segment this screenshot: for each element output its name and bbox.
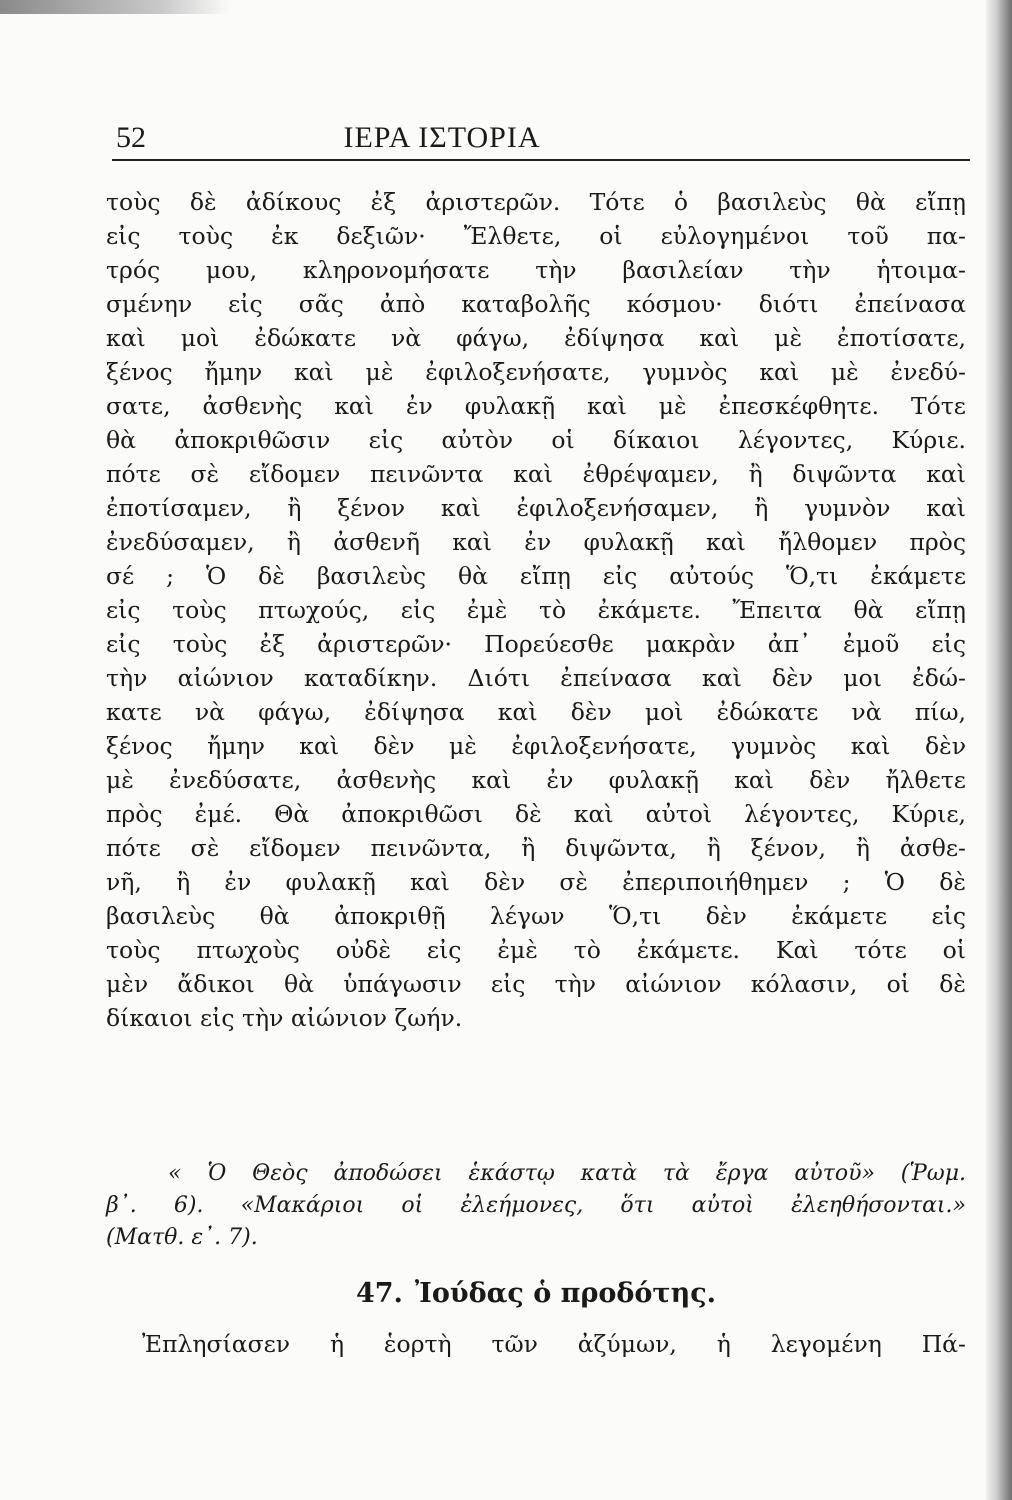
text-line: τὴν αἰώνιον καταδίκην. Διότι ἐπείνασα καὶ δὲν μοι ἐδώ- — [106, 664, 966, 692]
section-body — [106, 1327, 966, 1361]
text-line: σατε, ἀσθενὴς καὶ ἐν φυλακῇ καὶ μὲ ἐπεσκέφθητε. Τότε — [106, 392, 966, 420]
text-line: πότε σὲ εἴδομεν πεινῶντα καὶ ἐθρέψαμεν, ἢ διψῶντα καὶ — [106, 460, 966, 488]
scripture-quote — [106, 1158, 966, 1254]
text-line: πότε σὲ εἴδομεν πεινῶντα, ἢ διψῶντα, ἢ ξένον, ἢ ἀσθε- — [106, 834, 966, 862]
text-line: ἐνεδύσαμεν, ἢ ἀσθενῆ καὶ ἐν φυλακῇ καὶ ἤλθομεν πρὸς — [106, 528, 966, 556]
text-line: κατε νὰ φάγω, ἐδίψησα καὶ δὲν μοὶ ἐδώκατε νὰ πίω, — [106, 698, 966, 726]
text-line: μὲν ἄδικοι θὰ ὑπάγωσιν εἰς τὴν αἰώνιον κόλασιν, οἱ δὲ — [106, 970, 966, 998]
text-line: τοὺς πτωχοὺς οὐδὲ εἰς ἐμὲ τὸ ἐκάμετε. Καὶ τότε οἱ — [106, 936, 966, 964]
text-line: τοὺς δὲ ἀδίκους ἐξ ἀριστερῶν. Τότε ὁ βασιλεὺς θὰ εἴπῃ — [106, 188, 966, 216]
scan-shadow-top — [0, 0, 230, 14]
text-line: εἰς τοὺς πτωχούς, εἰς ἐμὲ τὸ ἐκάμετε. Ἔπειτα θὰ εἴπῃ — [106, 596, 966, 624]
text-line: καὶ μοὶ ἐδώκατε νὰ φάγω, ἐδίψησα καὶ μὲ ἐποτίσατε, — [106, 324, 966, 352]
text-line: εἰς τοὺς ἐξ ἀριστερῶν· Πορεύεσθε μακρὰν ἀπ᾽ ἐμοῦ εἰς — [106, 630, 966, 658]
text-line: σέ ; Ὁ δὲ βασιλεὺς θὰ εἴπῃ εἰς αὐτούς Ὅ,τι ἐκάμετε — [106, 562, 966, 590]
text-line: τρός μου, κληρονομήσατε τὴν βασιλείαν τὴν ἡτοιμα- — [106, 256, 966, 284]
body-text — [106, 185, 966, 1035]
page-header — [116, 118, 968, 158]
text-line: ξένος ἤμην καὶ δὲν μὲ ἐφιλοξενήσατε, γυμνὸς καὶ δὲν — [106, 732, 966, 760]
quote-line: « Ὁ Θεὸς ἀποδώσει ἑκάστῳ κατὰ τὰ ἔργα αὐτοῦ» (Ῥωμ. — [168, 1161, 966, 1186]
text-line: βασιλεὺς θὰ ἀποκριθῇ λέγων Ὅ,τι δὲν ἐκάμετε εἰς — [106, 902, 966, 930]
text-line: δίκαιοι εἰς τὴν αἰώνιον ζωήν. — [106, 1004, 463, 1032]
section-number: 47. — [355, 1278, 403, 1309]
quote-line: β᾽. 6). «Μακάριοι οἱ ἐλεήμονες, ὅτι αὐτοὶ ἐλεηθήσονται.» — [106, 1193, 966, 1218]
scan-binding-edge — [986, 0, 1012, 1500]
text-line: ξένος ἤμην καὶ μὲ ἐφιλοξενήσατε, γυμνὸς καὶ μὲ ἐνεδύ- — [106, 358, 966, 386]
text-line: νῆ, ἢ ἐν φυλακῇ καὶ δὲν σὲ ἐπεριποιήθημεν ; Ὁ δὲ — [106, 868, 966, 896]
text-line: σμένην εἰς σᾶς ἀπὸ καταβολῆς κόσμου· διότι ἐπείνασα — [106, 290, 966, 318]
page-number: 52 — [116, 121, 146, 154]
text-line: Ἐπλησίασεν ἡ ἑορτὴ τῶν ἀζύμων, ἡ λεγομένη Πά- — [142, 1330, 966, 1358]
section-title: Ἰούδας ὁ προδότης. — [414, 1278, 717, 1309]
section-heading — [106, 1274, 966, 1314]
running-title: ΙΕΡΑ ΙΣΤΟΡΙΑ — [343, 121, 541, 154]
header-rule — [112, 159, 970, 161]
text-line: ἐποτίσαμεν, ἢ ξένον καὶ ἐφιλοξενήσαμεν, ἢ γυμνὸν καὶ — [106, 494, 966, 522]
text-line: μὲ ἐνεδύσατε, ἀσθενὴς καὶ ἐν φυλακῇ καὶ δὲν ἤλθετε — [106, 766, 966, 794]
text-line: θὰ ἀποκριθῶσιν εἰς αὐτὸν οἱ δίκαιοι λέγοντες, Κύριε. — [106, 426, 966, 454]
quote-line: (Ματθ. ε᾽. 7). — [106, 1225, 258, 1250]
text-line: πρὸς ἐμέ. Θὰ ἀποκριθῶσι δὲ καὶ αὐτοὶ λέγοντες, Κύριε, — [106, 800, 966, 828]
text-line: εἰς τοὺς ἐκ δεξιῶν· Ἔλθετε, οἱ εὐλογημένοι τοῦ πα- — [106, 222, 966, 250]
